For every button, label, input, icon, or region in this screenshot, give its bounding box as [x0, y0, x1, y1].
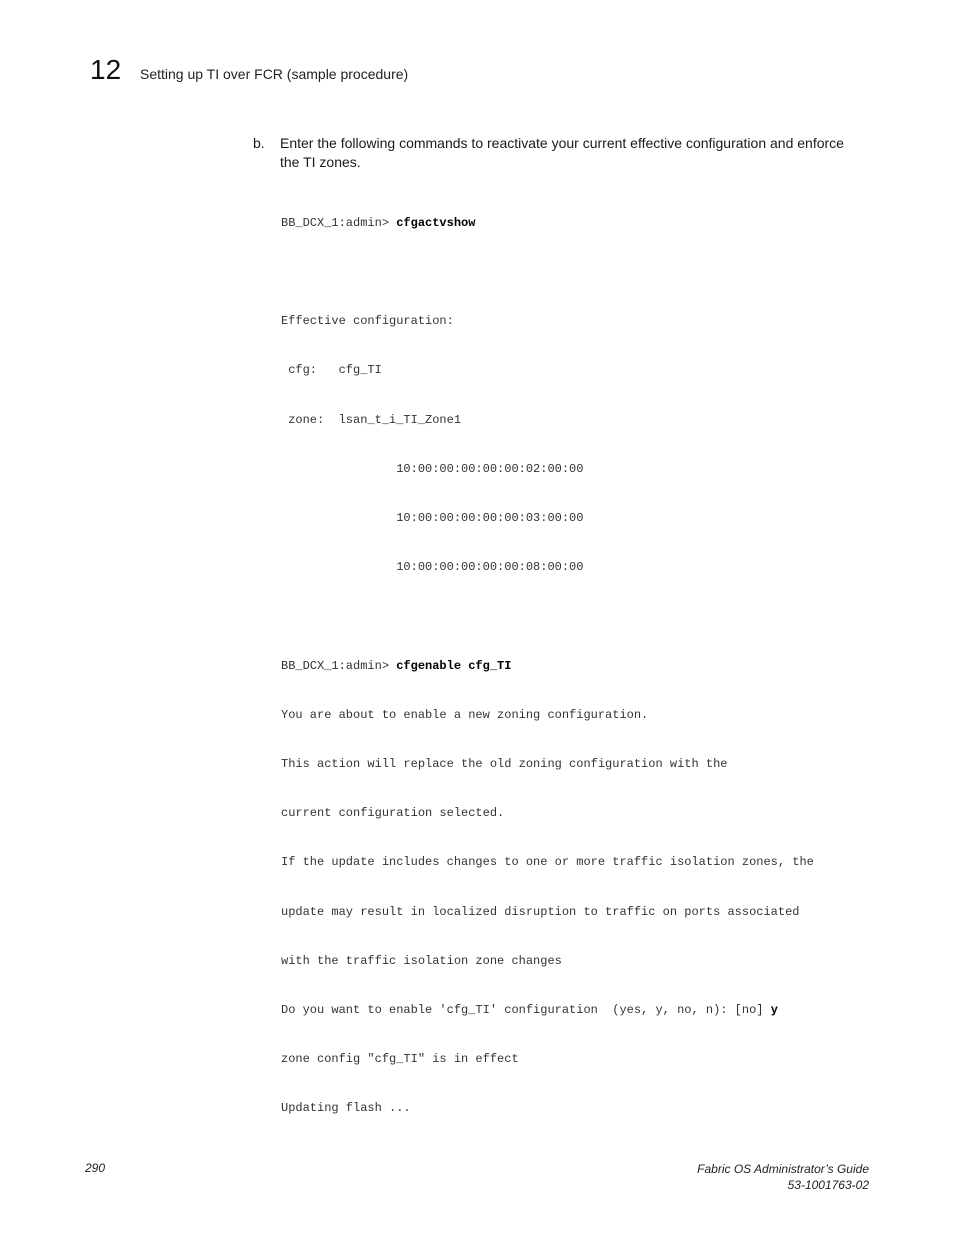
- step-marker: b.: [253, 135, 265, 151]
- confirm-question: Do you want to enable 'cfg_TI' configuration (yes, y, no, n): [no]: [281, 1003, 771, 1018]
- code-line: If the update includes changes to one or more traffic isolation zones, the: [281, 855, 814, 870]
- chapter-number: 12: [90, 54, 122, 85]
- user-answer: y: [770, 1003, 778, 1018]
- prompt: BB_DCX_1:admin>: [281, 215, 397, 230]
- code-line: [281, 608, 881, 624]
- code-line: with the traffic isolation zone changes: [281, 953, 562, 968]
- code-line: This action will replace the old zoning configuration with the: [281, 757, 728, 772]
- doc-number: 53-1001763-02: [787, 1178, 869, 1192]
- doc-title: Fabric OS Administrator’s Guide: [697, 1162, 869, 1176]
- code-line: [281, 215, 881, 231]
- code-line: [281, 264, 881, 280]
- page-number: 290: [85, 1161, 106, 1175]
- code-line: 10:00:00:00:00:00:03:00:00: [281, 511, 584, 526]
- code-block: [281, 182, 881, 1133]
- code-line: [281, 1002, 881, 1018]
- code-line: Effective configuration:: [281, 314, 454, 329]
- procedure-step: [253, 134, 853, 172]
- code-line: 10:00:00:00:00:00:08:00:00: [281, 560, 584, 575]
- command: cfgactvshow: [396, 215, 476, 230]
- code-line: Updating flash ...: [281, 1101, 411, 1116]
- code-line: 10:00:00:00:00:00:02:00:00: [281, 461, 584, 476]
- code-line: [281, 658, 881, 674]
- code-line: zone: lsan_t_i_TI_Zone1: [281, 412, 462, 427]
- step-text: Enter the following commands to reactivate your current effective configuration and enforce the TI zones.: [280, 135, 844, 170]
- footer-doc-info: [697, 1161, 869, 1193]
- section-title: Setting up TI over FCR (sample procedure): [140, 66, 409, 82]
- code-line: update may result in localized disruption to traffic on ports associated: [281, 904, 800, 919]
- code-line: zone config "cfg_TI" is in effect: [281, 1052, 519, 1067]
- code-line: You are about to enable a new zoning configuration.: [281, 707, 649, 722]
- code-line: cfg: cfg_TI: [281, 363, 382, 378]
- prompt: BB_DCX_1:admin>: [281, 658, 397, 673]
- code-line: current configuration selected.: [281, 806, 505, 821]
- command: cfgenable cfg_TI: [396, 658, 512, 673]
